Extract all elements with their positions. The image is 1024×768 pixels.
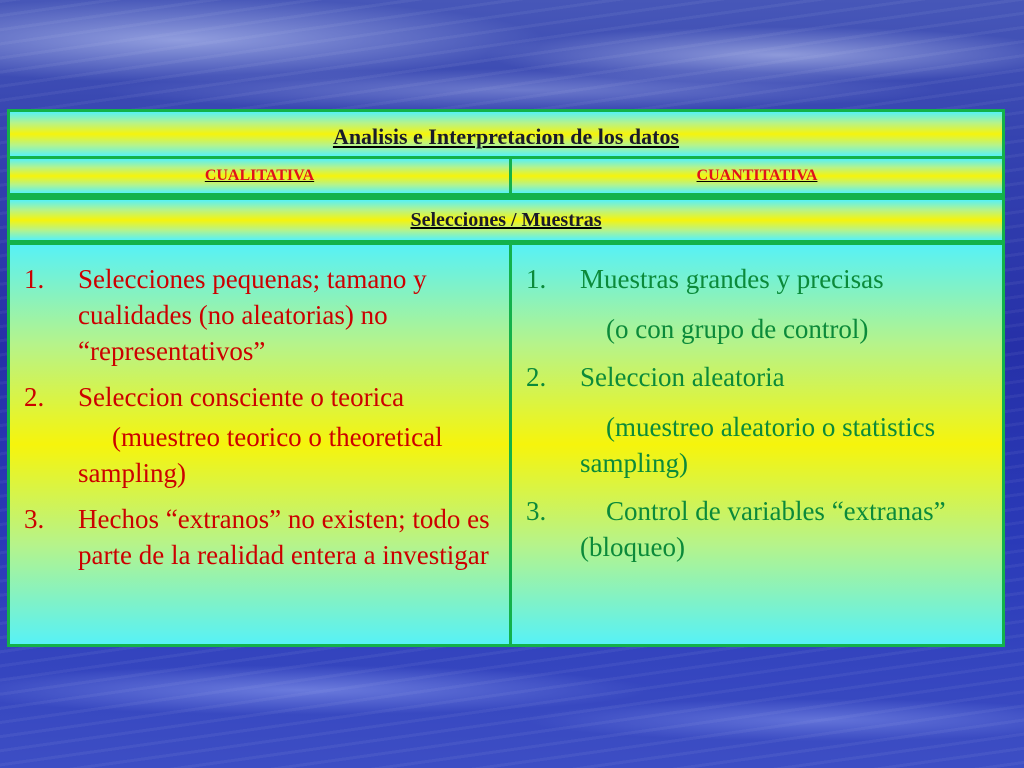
item-subtext-wrap: [78, 419, 501, 491]
item-subtext-wrap: [580, 311, 994, 347]
item-text: Hechos “extranos” no existen; todo es parte de la realidad entera a investigar: [78, 504, 490, 570]
table-title: Analisis e Interpretacion de los datos: [332, 124, 680, 149]
comparison-table: [7, 109, 1005, 647]
item-subtext: (muestreo teorico o theoretical sampling): [78, 422, 443, 488]
item-text: Seleccion consciente o teorica: [78, 382, 405, 412]
list-item: [512, 493, 994, 565]
cuantitativa-body: [512, 245, 1002, 644]
item-text: Seleccion aleatoria: [580, 362, 785, 392]
list-item: [10, 379, 501, 491]
section-header: Selecciones / Muestras: [410, 208, 602, 231]
cuantitativa-list: [512, 245, 1002, 565]
column-header-cuantitativa: [512, 159, 1002, 193]
column-header-cualitativa: [10, 159, 509, 193]
list-item: [512, 359, 994, 481]
cualitativa-list: [10, 245, 509, 573]
item-number: 2.: [24, 382, 45, 412]
list-item: [512, 261, 994, 347]
item-subtext: (o con grupo de control): [606, 314, 869, 344]
item-text: Muestras grandes y precisas: [580, 264, 884, 294]
item-number: 2.: [526, 362, 547, 392]
item-number: 1.: [526, 264, 547, 294]
table-title-cell: [10, 112, 1002, 156]
item-text: Selecciones pequenas; tamano y cualidades (no aleatorias) no “representativos”: [78, 264, 427, 366]
list-item: [10, 501, 501, 573]
item-subtext: (muestreo aleatorio o statistics sampling): [580, 412, 936, 478]
item-number: 1.: [24, 264, 45, 294]
section-header-cell: [10, 200, 1002, 240]
item-number: 3.: [526, 496, 547, 526]
list-item: [10, 261, 501, 369]
cualitativa-body: [10, 245, 509, 644]
column-label-cualitativa: CUALITATIVA: [204, 167, 315, 184]
item-text: Control de variables “extranas” (bloqueo): [580, 496, 946, 562]
item-subtext-wrap: [580, 409, 994, 481]
item-number: 3.: [24, 504, 45, 534]
column-label-cuantitativa: CUANTITATIVA: [696, 167, 818, 184]
